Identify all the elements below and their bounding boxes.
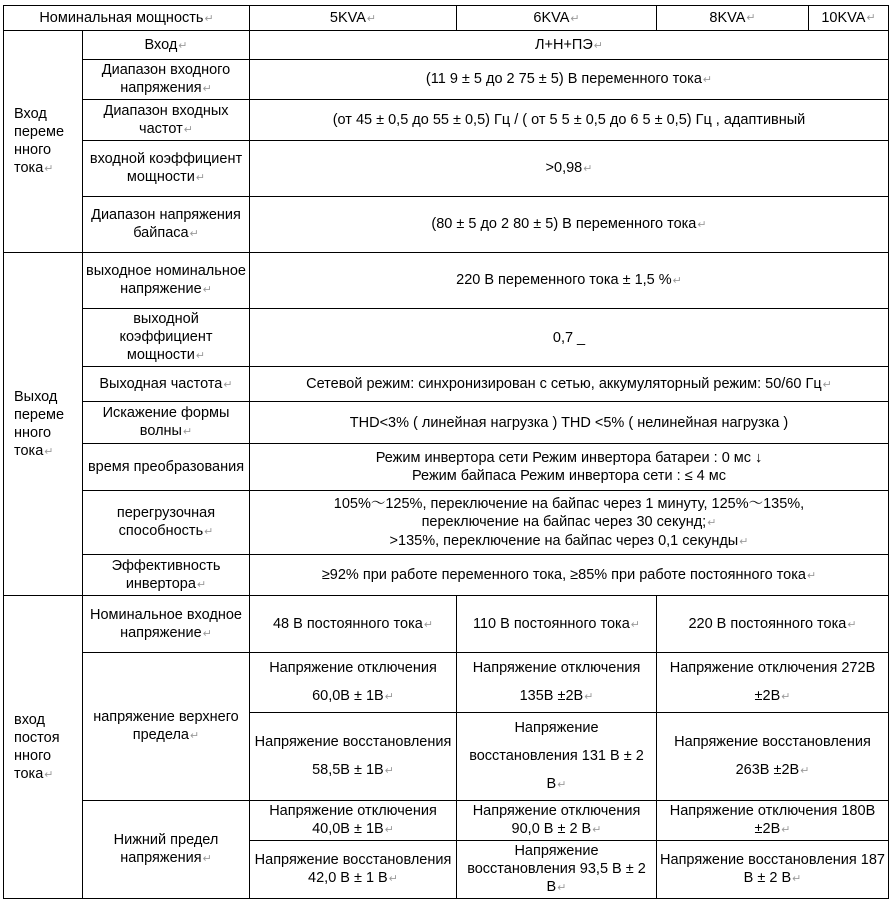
return-arrow-icon: ↵: [781, 824, 791, 836]
lower-cutoff-value: Напряжение отключения 90,0 В ± 2 В↵: [457, 801, 657, 841]
return-arrow-icon: ↵: [792, 873, 802, 885]
return-arrow-icon: ↵: [583, 163, 593, 175]
param-label: Нижний предел напряжения↵: [83, 801, 250, 899]
table-row: [4, 801, 889, 841]
param-label: Диапазон входного напряжения↵: [83, 60, 250, 100]
upper-cutoff-value: Напряжение отключения 272В ±2В↵: [657, 653, 889, 713]
param-label: перегрузочная способность↵: [83, 491, 250, 555]
return-arrow-icon: ↵: [189, 228, 199, 240]
return-arrow-icon: ↵: [822, 378, 832, 391]
lower-recovery-value: Напряжение восстановления 93,5 В ± 2 В↵: [457, 841, 657, 899]
param-label: Выходная частота↵: [83, 367, 250, 402]
group-dc-input: вход постоя нного тока↵: [4, 596, 83, 899]
ups-spec-table: [3, 5, 889, 899]
group-ac-output: Выход переме нного тока↵: [4, 253, 83, 596]
param-value: 220 В переменного тока ± 1,5 %↵: [250, 253, 889, 309]
param-label: время преобразования: [83, 444, 250, 491]
return-arrow-icon: ↵: [592, 824, 602, 836]
dc-nominal-value: 48 В постоянного тока↵: [250, 596, 457, 653]
return-arrow-icon: ↵: [183, 123, 193, 136]
return-arrow-icon: ↵: [384, 765, 394, 777]
table-row: [4, 555, 889, 596]
return-arrow-icon: ↵: [202, 284, 212, 296]
param-value: 0,7 _: [250, 309, 889, 367]
param-label: напряжение верхнего предела↵: [83, 653, 250, 801]
upper-recovery-value: Напряжение восстановления 131 В ± 2 В↵: [457, 713, 657, 801]
table-row: [4, 60, 889, 100]
upper-cutoff-value: Напряжение отключения 60,0В ± 1В↵: [250, 653, 457, 713]
return-arrow-icon: ↵: [557, 779, 567, 791]
return-arrow-icon: ↵: [190, 730, 200, 742]
return-arrow-icon: ↵: [800, 765, 810, 777]
return-arrow-icon: ↵: [223, 378, 233, 391]
param-label: Эффективность инвертора↵: [83, 555, 250, 596]
param-value: THD<3% ( линейная нагрузка ) THD <5% ( нелинейная нагрузка ): [250, 402, 889, 444]
param-value: Л+Н+ПЭ↵: [250, 31, 889, 60]
return-arrow-icon: ↵: [384, 824, 394, 836]
model-6kva: 6KVA↵: [457, 6, 657, 31]
param-label: входной коэффициент мощности↵: [83, 141, 250, 197]
param-label: Диапазон напряжения байпаса↵: [83, 197, 250, 253]
upper-recovery-value: Напряжение восстановления 263В ±2В↵: [657, 713, 889, 801]
lower-cutoff-value: Напряжение отключения 40,0В ± 1В↵: [250, 801, 457, 841]
param-value: 105%～125%, переключение на байпас через 1 минуту, 125%～135%, переключение на байпас через 30 секунд;↵ >135%, переключение на байпас через 0,1 секунды↵: [250, 491, 889, 555]
param-value: ≥92% при работе переменного тока, ≥85% при работе постоянного тока↵: [250, 555, 889, 596]
return-arrow-icon: ↵: [182, 426, 193, 438]
return-arrow-icon: ↵: [195, 350, 206, 362]
table-row: [4, 253, 889, 309]
group-ac-input: Вход переме нного тока↵: [4, 31, 83, 253]
return-arrow-icon: ↵: [196, 578, 207, 591]
upper-cutoff-value: Напряжение отключения 135В ±2В↵: [457, 653, 657, 713]
return-arrow-icon: ↵: [570, 12, 580, 25]
return-arrow-icon: ↵: [423, 618, 434, 631]
model-8kva: 8KVA ↵: [657, 6, 809, 30]
return-arrow-icon: ↵: [584, 691, 594, 703]
param-value: (80 ± 5 до 2 80 ± 5) В переменного тока↵: [250, 197, 889, 253]
return-arrow-icon: ↵: [202, 853, 212, 865]
return-arrow-icon: ↵: [202, 83, 212, 95]
param-label: выходное номинальное напряжение↵: [83, 253, 250, 309]
param-value: Сетевой режим: синхронизирован с сетью, аккумуляторный режим: 50/60 Гц↵: [250, 367, 889, 402]
return-arrow-icon: ↵: [366, 12, 377, 25]
return-arrow-icon: ↵: [781, 691, 791, 703]
return-arrow-icon: ↵: [593, 39, 603, 52]
param-label: выходной коэффициент мощности↵: [83, 309, 250, 367]
return-arrow-icon: ↵: [44, 768, 54, 781]
param-value: >0,98↵: [250, 141, 889, 197]
table-row: [4, 31, 889, 60]
dc-nominal-value: 110 В постоянного тока↵: [457, 596, 657, 653]
return-arrow-icon: ↵: [630, 618, 641, 631]
return-arrow-icon: ↵: [44, 163, 54, 175]
param-label: Номинальное входное напряжение↵: [83, 596, 250, 653]
model-8-10-cell: [657, 6, 889, 31]
param-value: Режим инвертора сети Режим инвертора батареи : 0 мс ↓ Режим байпаса Режим инвертора сети : ≤ 4 мс: [250, 444, 889, 491]
return-arrow-icon: ↵: [707, 516, 717, 529]
return-arrow-icon: ↵: [178, 39, 188, 52]
model-5kva: 5KVA↵: [250, 6, 457, 31]
return-arrow-icon: ↵: [44, 445, 54, 458]
return-arrow-icon: ↵: [697, 219, 707, 231]
return-arrow-icon: ↵: [806, 569, 817, 582]
return-arrow-icon: ↵: [384, 691, 394, 703]
param-label: Диапазон входных частот↵: [83, 100, 250, 141]
return-arrow-icon: ↵: [746, 12, 756, 24]
table-row: [4, 444, 889, 491]
table-row: [4, 309, 889, 367]
return-arrow-icon: ↵: [204, 12, 214, 25]
upper-recovery-value: Напряжение восстановления 58,5В ± 1В↵: [250, 713, 457, 801]
return-arrow-icon: ↵: [202, 627, 212, 640]
table-row: [4, 491, 889, 555]
lower-recovery-value: Напряжение восстановления 187 В ± 2 В↵: [657, 841, 889, 899]
return-arrow-icon: ↵: [204, 526, 214, 538]
return-arrow-icon: ↵: [739, 535, 749, 548]
param-value: (от 45 ± 0,5 до 55 ± 0,5) Гц / ( от 5 5 ± 0,5 до 6 5 ± 0,5) Гц , адаптивный: [250, 100, 889, 141]
table-row: [4, 367, 889, 402]
return-arrow-icon: ↵: [866, 12, 876, 24]
table-row: [4, 141, 889, 197]
return-arrow-icon: ↵: [195, 172, 206, 184]
table-row: [4, 596, 889, 653]
param-value: (11 9 ± 5 до 2 75 ± 5) В переменного тока↵: [250, 60, 889, 100]
return-arrow-icon: ↵: [847, 618, 857, 631]
header-row: [4, 6, 889, 31]
dc-nominal-value: 220 В постоянного тока↵: [657, 596, 889, 653]
table-row: [4, 197, 889, 253]
table-row: [4, 402, 889, 444]
model-10kva: 10KVA ↵: [821, 10, 876, 26]
rated-power-label: Номинальная мощность↵: [4, 6, 250, 31]
lower-cutoff-value: Напряжение отключения 180В ±2В↵: [657, 801, 889, 841]
return-arrow-icon: ↵: [702, 74, 713, 86]
return-arrow-icon: ↵: [388, 873, 398, 885]
return-arrow-icon: ↵: [557, 882, 567, 894]
param-label: Искажение формы волны↵: [83, 402, 250, 444]
table-row: [4, 653, 889, 713]
lower-recovery-value: Напряжение восстановления 42,0 В ± 1 В↵: [250, 841, 457, 899]
param-label: Вход↵: [83, 31, 250, 60]
table-row: [4, 100, 889, 141]
return-arrow-icon: ↵: [672, 275, 682, 287]
